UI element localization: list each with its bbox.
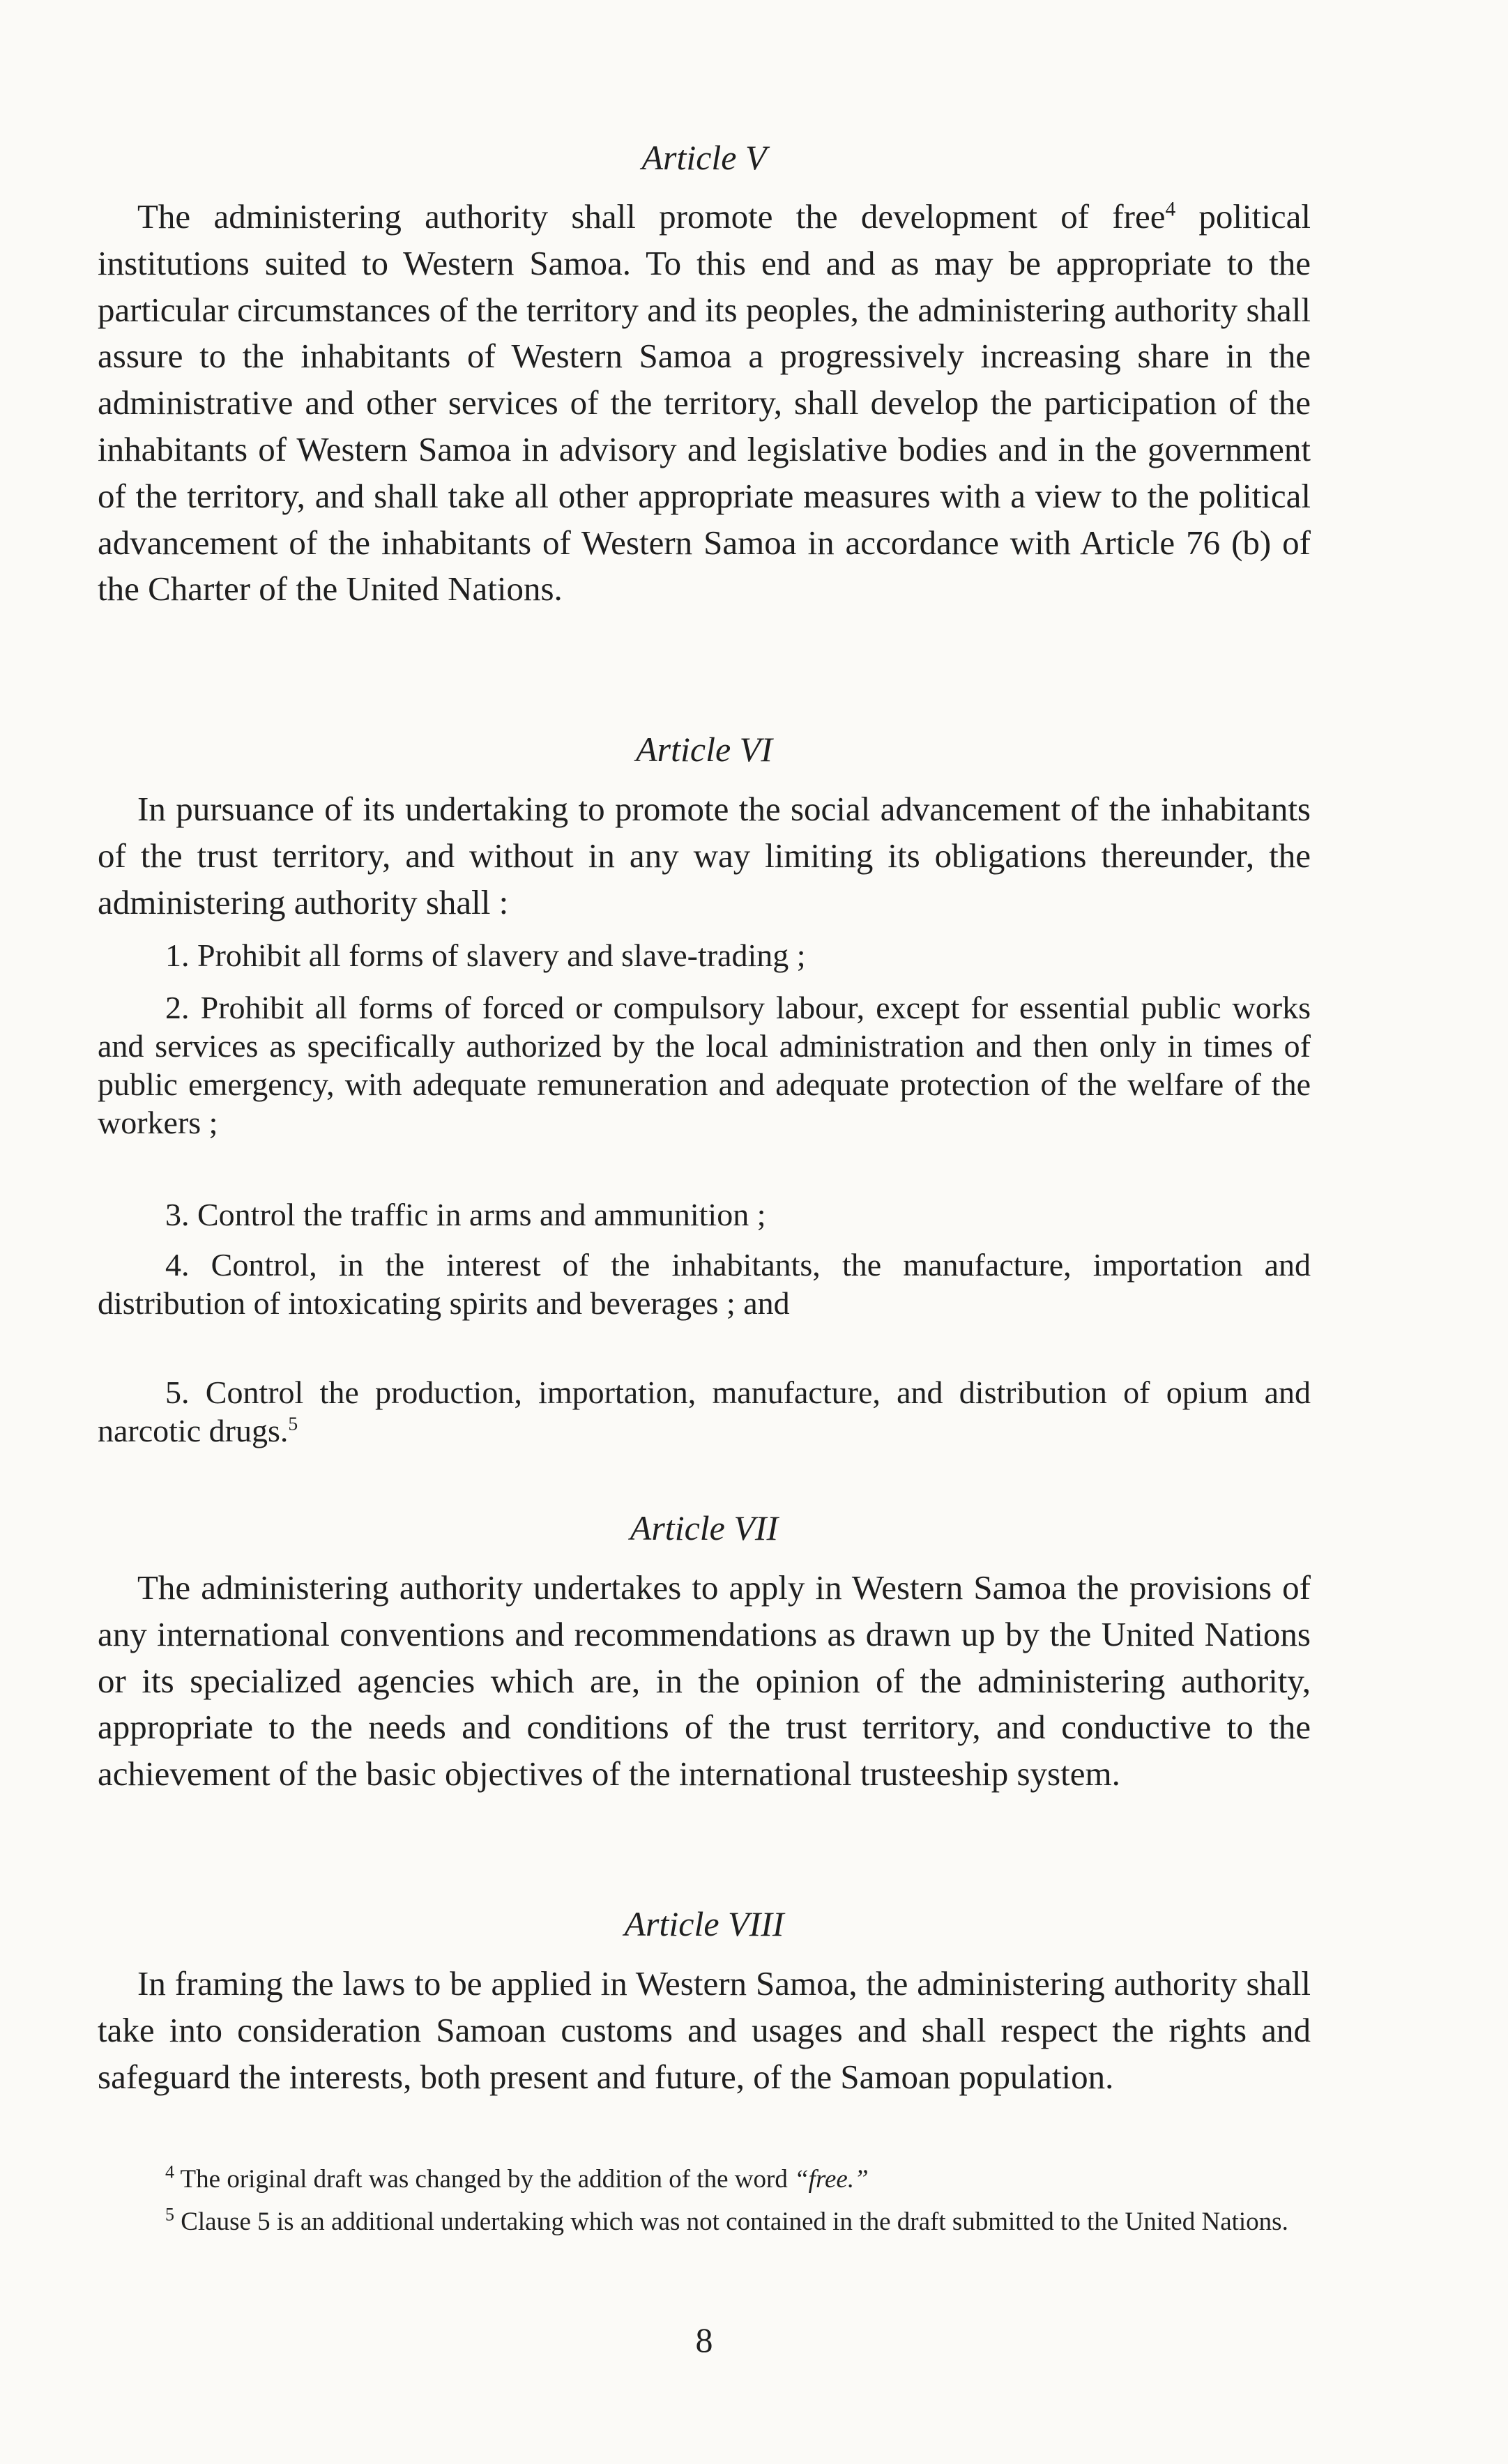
article-5-heading: Article V <box>641 138 767 177</box>
article-5-text-cont: political institutions suited to Western Samoa. To this end and as may be appropriate to the particular circumstances of the territory and its peoples, the administering authority shall assure to the inhabitants of Western Samoa a progressively increasing share in the administrative and other services of the territory, shall develop the participation of the inhabitants of Western Samoa in advisory and legislative bodies and in the government of the territory, and shall take all other appropriate measures with a view to the political advancement of the inhabitants of Western Samoa in accordance with Article 76 (b) of the Charter of the United Nations. <box>98 197 1311 609</box>
article-8-heading: Article VIII <box>624 1904 784 1943</box>
article-6-item-3: 3. Control the traffic in arms and ammunition ; <box>165 1197 766 1232</box>
footnote-4 <box>98 2161 1311 2195</box>
footnote-5-mark: 5 <box>165 2204 174 2225</box>
article-6-item-2: 2. Prohibit all forms of forced or compulsory labour, except for essential public works and services as specifically authorized by the local administration and then only in times of public emergency, with adequate remuneration and adequate protection of the welfare of the workers ; <box>98 990 1311 1140</box>
footnote-4-text: The original draft was changed by the addition of the word <box>180 2165 795 2194</box>
article-6-item-5-text: 5. Control the production, importation, manufacture, and distribution of opium and narcotic drugs. <box>98 1375 1311 1448</box>
article-6-item-4: 4. Control, in the interest of the inhabitants, the manufacture, importation and distribution of intoxicating spirits and beverages ; and <box>98 1247 1311 1321</box>
footnote-ref-5[interactable]: 5 <box>288 1412 298 1434</box>
article-7-paragraph: The administering authority undertakes to apply in Western Samoa the provisions of any international conventions and recommendations as drawn up by the United Nations or its specialized agencies which are, in the opinion of the administering authority, appropriate to the needs and conditions of the trust territory, and conductive to the achievement of the basic objectives of the international trusteeship system. <box>98 1568 1311 1793</box>
article-5-text: The administering authority shall promote the development of free <box>137 197 1166 236</box>
article-6-item-5 <box>98 1373 1311 1450</box>
footnote-5 <box>98 2204 1311 2237</box>
footnote-4-mark: 4 <box>165 2161 174 2182</box>
article-7-heading: Article VII <box>630 1508 779 1547</box>
article-6-item-1: 1. Prohibit all forms of slavery and slave-trading ; <box>165 938 806 973</box>
article-5-paragraph <box>98 194 1311 613</box>
footnote-5-text: Clause 5 is an additional undertaking which was not contained in the draft submitted to the United Nations. <box>181 2207 1288 2236</box>
footnote-4-quote: “free.” <box>794 2165 869 2194</box>
article-6-heading: Article VI <box>636 730 772 769</box>
article-8-paragraph: In framing the laws to be applied in Western Samoa, the administering authority shall take into consideration Samoan customs and usages and shall respect the rights and safeguard the interests, both present and future, of the Samoan population. <box>98 1964 1311 2096</box>
footnote-ref-4[interactable]: 4 <box>1165 198 1176 221</box>
article-6-intro: In pursuance of its undertaking to promote the social advancement of the inhabitants of the trust territory, and without in any way limiting its obligations thereunder, the administering authority shall : <box>98 790 1311 921</box>
page-number: 8 <box>695 2320 713 2359</box>
